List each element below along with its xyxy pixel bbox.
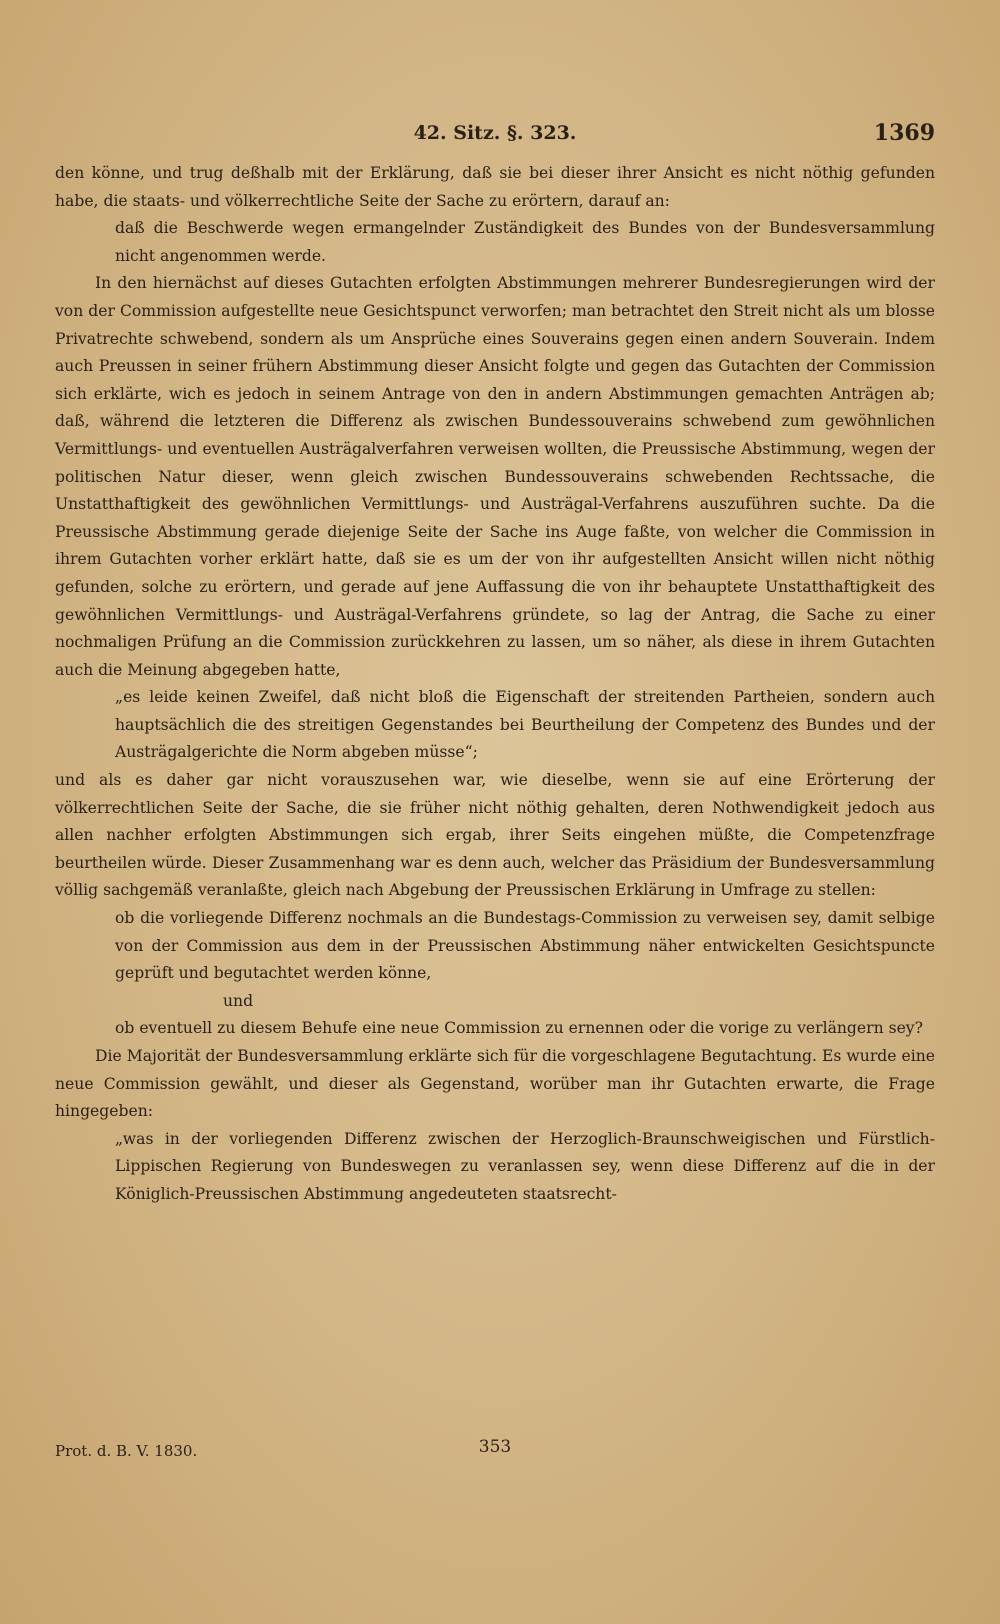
page-number: 1369 [873,120,935,146]
paragraph: und als es daher gar nicht vorauszusehen war, wie dieselbe, wenn sie auf eine Erörterung der völkerrechtlichen Seite der Sache, die sie früher nicht nöthig gehalten, deren Nothwendigkeit jedoch aus allen nachher erfolgten Abstimmungen sich ergab, ihrer Seits eingehen müßte, die Competenzfrage beurtheilen würde. Dieser Zusammenhang war es denn auch, welcher das Präsidium der Bundesversammlung völlig sachgemäß veranlaßte, gleich nach Abgebung der Preussischen Erklärung in Umfrage zu stellen: [55,771,935,900]
page-header [55,120,935,150]
block-quote: „es leide keinen Zweifel, daß nicht bloß die Eigenschaft der streitenden Partheien, sondern auch hauptsächlich die des streitigen Gegenstandes bei Beurtheilung der Competenz des Bundes und der Austrägalgerichte die Norm abgeben müsse“; [115,688,935,762]
block-quote: „was in der vorliegenden Differenz zwischen der Herzoglich-Braunschweigischen und Fürstlich-Lippischen Regierung von Bundeswegen zu veranlassen sey, wenn diese Differenz auf die in der Königlich-Preussischen Abstimmung angedeuteten staatsrecht- [115,1129,935,1203]
page-footer [55,1437,935,1472]
question-item: ob eventuell zu diesem Behufe eine neue Commission zu ernennen oder die vorige zu verlängern sey? [115,1019,923,1038]
body-text [55,160,935,1209]
running-title: 42. Sitz. §. 323. [413,122,577,144]
paragraph: Die Majorität der Bundesversammlung erklärte sich für die vorgeschlagene Begutachtung. Es wurde eine neue Commission gewählt, und dieser als Gegenstand, worüber man ihr Gutachten erwarte, die Frage hingegeben: [55,1047,935,1121]
paragraph: In den hiernächst auf dieses Gutachten erfolgten Abstimmungen mehrerer Bundesregierungen wird der von der Commission aufgestellte neue Gesichtspunct verworfen; man betrachtet den Streit nicht als um blosse Privatrechte schwebend, sondern als um Ansprüche eines Souverains gegen einen andern Souverain. Indem auch Preussen in seiner frühern Abstimmung dieser Ansicht folgte und gegen das Gutachten der Commission sich erklärte, wich es jedoch in seinem Antrage von den in andern Abstimmungen gemachten Anträgen ab; daß, während die letzteren die Differenz als zwischen Bundessouverains schwebend zum gewöhnlichen Vermittlungs- und eventuellen Austrägalverfahren verweisen wollten, die Preussische Abstimmung, wegen der politischen Natur dieser, wenn gleich zwischen Bundessouverains schwebenden Rechtssache, die Unstatthaftigkeit des gewöhnlichen Vermittlungs- und Austrägal-Verfahrens auszuführen suchte. Da die Preussische Abstimmung gerade diejenige Seite der Sache ins Auge faßte, von welcher die Commission in ihrem Gutachten vorher erklärt hatte, daß sie es um der von ihr aufgestellten Ansicht willen nicht nöthig gefunden, solche zu erörtern, und gerade auf jene Auffassung die von ihr behauptete Unstatthaftigkeit des gewöhnlichen Vermittlungs- und Austrägal-Verfahrens gründete, so lag der Antrag, die Sache zu einer nochmaligen Prüfung an die Commission zurückkehren zu lassen, um so näher, als diese in ihrem Gutachten auch die Meinung abgegeben hatte, [55,274,935,679]
sheet-number: 353 [478,1437,512,1457]
indented-clause: daß die Beschwerde wegen ermangelnder Zuständigkeit des Bundes von der Bundesversammlung nicht angenommen werde. [115,219,935,265]
signature-mark: Prot. d. B. V. 1830. [55,1442,198,1460]
question-item: ob die vorliegende Differenz nochmals an die Bundestags-Commission zu verweisen sey, damit selbige von der Commission aus dem in der Preussischen Abstimmung näher entwickelten Gesichtspuncte geprüft und begutachtet werden könne, [115,909,935,983]
conjunction: und [223,991,254,1010]
paragraph: den könne, und trug deßhalb mit der Erklärung, daß sie bei dieser ihrer Ansicht es nicht nöthig gefunden habe, die staats- und völkerrechtliche Seite der Sache zu erörtern, darauf an: [55,164,935,210]
